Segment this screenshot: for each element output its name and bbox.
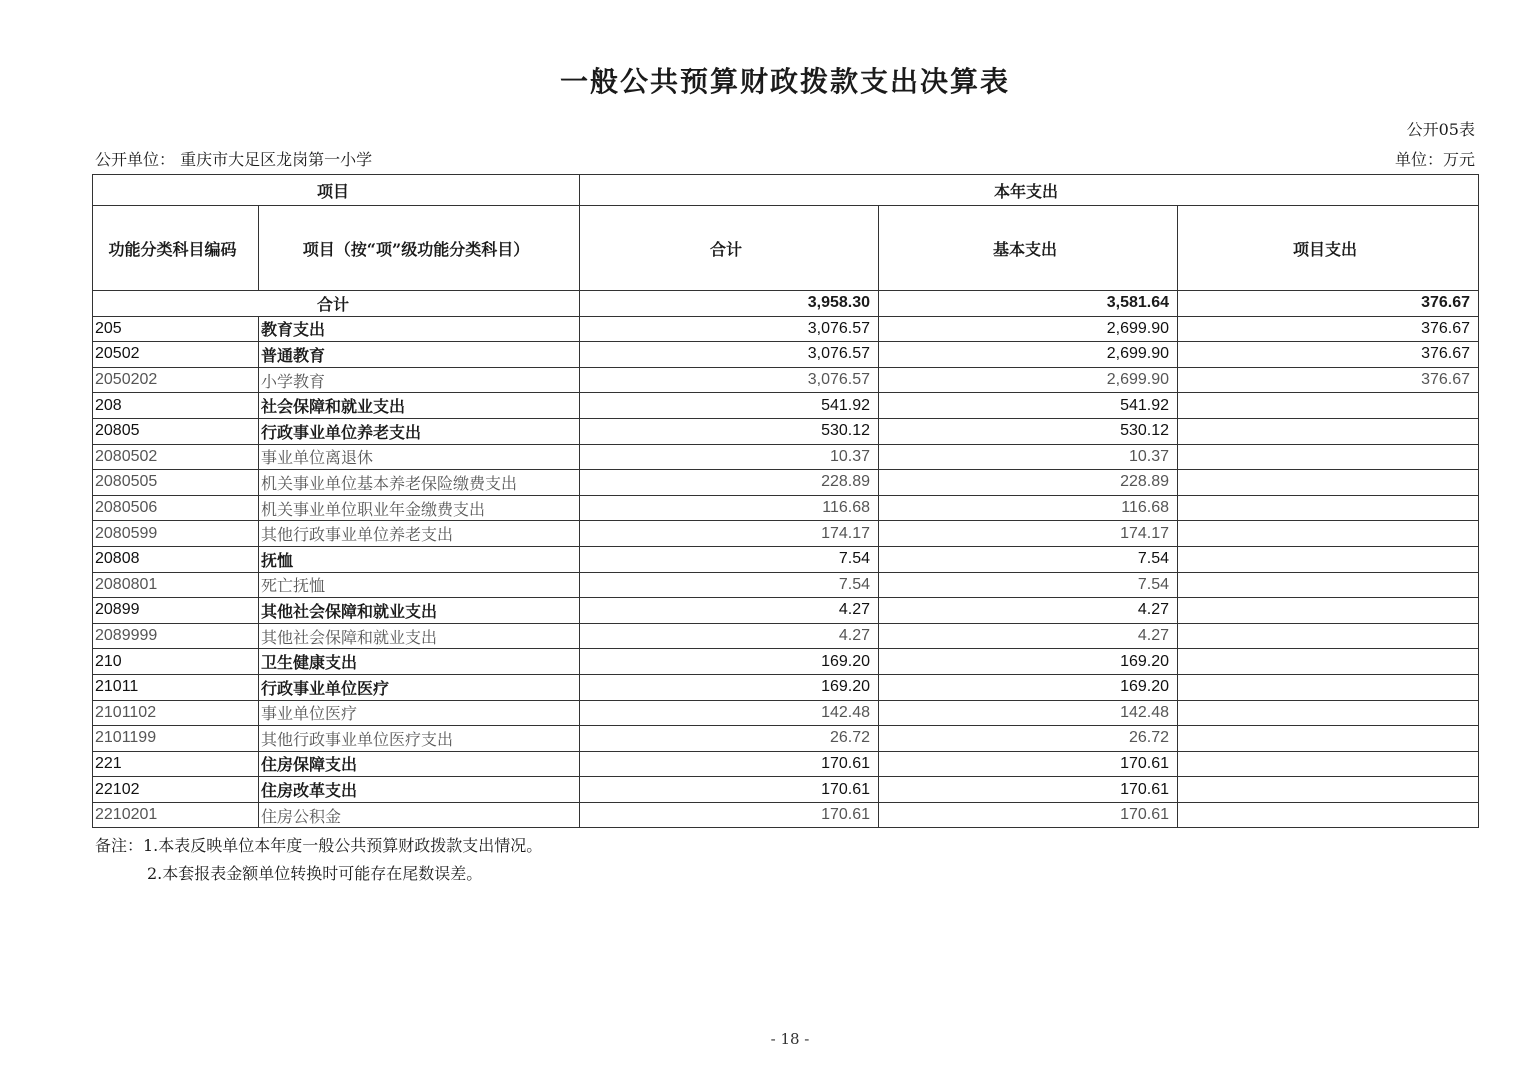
row-project <box>1178 623 1479 649</box>
row-total: 142.48 <box>580 700 879 726</box>
row-code: 2101199 <box>93 726 259 752</box>
row-project <box>1178 700 1479 726</box>
row-project <box>1178 726 1479 752</box>
row-name: 行政事业单位医疗 <box>259 674 580 700</box>
row-project: 376.67 <box>1178 342 1479 368</box>
row-basic: 2,699.90 <box>879 342 1178 368</box>
table-row <box>93 802 1479 828</box>
total-label: 合计 <box>93 291 580 317</box>
row-name: 普通教育 <box>259 342 580 368</box>
header-project-exp: 项目支出 <box>1178 206 1479 291</box>
total-row <box>93 291 1479 317</box>
row-project <box>1178 674 1479 700</box>
row-code: 2080502 <box>93 444 259 470</box>
table-row <box>93 623 1479 649</box>
row-basic: 2,699.90 <box>879 316 1178 342</box>
row-name: 事业单位离退休 <box>259 444 580 470</box>
row-project <box>1178 546 1479 572</box>
row-basic: 169.20 <box>879 674 1178 700</box>
row-name: 小学教育 <box>259 367 580 393</box>
row-total: 4.27 <box>580 623 879 649</box>
row-code: 2080505 <box>93 470 259 496</box>
row-total: 541.92 <box>580 393 879 419</box>
row-code: 2210201 <box>93 802 259 828</box>
row-basic: 26.72 <box>879 726 1178 752</box>
row-basic: 4.27 <box>879 623 1178 649</box>
table-row <box>93 367 1479 393</box>
row-code: 2101102 <box>93 700 259 726</box>
row-total: 174.17 <box>580 521 879 547</box>
row-project <box>1178 418 1479 444</box>
row-total: 169.20 <box>580 674 879 700</box>
total-sum: 3,958.30 <box>580 291 879 317</box>
row-code: 210 <box>93 649 259 675</box>
total-project: 376.67 <box>1178 291 1479 317</box>
row-basic: 7.54 <box>879 546 1178 572</box>
row-name: 教育支出 <box>259 316 580 342</box>
reporting-unit: 公开单位： 重庆市大足区龙岗第一小学 <box>95 150 373 169</box>
row-code: 20502 <box>93 342 259 368</box>
table-row <box>93 700 1479 726</box>
row-basic: 116.68 <box>879 495 1178 521</box>
row-name: 住房改革支出 <box>259 777 580 803</box>
table-row <box>93 674 1479 700</box>
row-basic: 228.89 <box>879 470 1178 496</box>
row-basic: 170.61 <box>879 802 1178 828</box>
table-row <box>93 393 1479 419</box>
row-total: 116.68 <box>580 495 879 521</box>
row-total: 170.61 <box>580 802 879 828</box>
row-basic: 174.17 <box>879 521 1178 547</box>
row-code: 21011 <box>93 674 259 700</box>
row-total: 26.72 <box>580 726 879 752</box>
row-total: 170.61 <box>580 777 879 803</box>
header-code: 功能分类科目编码 <box>93 206 259 291</box>
row-basic: 170.61 <box>879 751 1178 777</box>
row-total: 7.54 <box>580 572 879 598</box>
row-code: 208 <box>93 393 259 419</box>
expenditure-table <box>92 174 1479 828</box>
table-row <box>93 470 1479 496</box>
row-name: 其他行政事业单位养老支出 <box>259 521 580 547</box>
note-2: 2.本套报表金额单位转换时可能存在尾数误差。 <box>147 864 483 883</box>
row-code: 2080506 <box>93 495 259 521</box>
row-name: 住房公积金 <box>259 802 580 828</box>
row-project <box>1178 521 1479 547</box>
row-name: 事业单位医疗 <box>259 700 580 726</box>
row-basic: 4.27 <box>879 598 1178 624</box>
row-name: 机关事业单位基本养老保险缴费支出 <box>259 470 580 496</box>
table-row <box>93 495 1479 521</box>
row-total: 3,076.57 <box>580 342 879 368</box>
table-row <box>93 342 1479 368</box>
row-name: 住房保障支出 <box>259 751 580 777</box>
row-name: 其他社会保障和就业支出 <box>259 623 580 649</box>
header-item: 项目（按“项”级功能分类科目） <box>259 206 580 291</box>
row-total: 228.89 <box>580 470 879 496</box>
row-basic: 2,699.90 <box>879 367 1178 393</box>
row-code: 20808 <box>93 546 259 572</box>
row-basic: 7.54 <box>879 572 1178 598</box>
row-basic: 170.61 <box>879 777 1178 803</box>
header-current-year: 本年支出 <box>580 175 1479 206</box>
row-total: 10.37 <box>580 444 879 470</box>
row-name: 抚恤 <box>259 546 580 572</box>
row-project <box>1178 444 1479 470</box>
row-basic: 169.20 <box>879 649 1178 675</box>
row-basic: 530.12 <box>879 418 1178 444</box>
total-basic: 3,581.64 <box>879 291 1178 317</box>
table-row <box>93 418 1479 444</box>
row-name: 其他行政事业单位医疗支出 <box>259 726 580 752</box>
row-total: 3,076.57 <box>580 367 879 393</box>
row-name: 卫生健康支出 <box>259 649 580 675</box>
row-name: 社会保障和就业支出 <box>259 393 580 419</box>
table-row <box>93 546 1479 572</box>
row-total: 170.61 <box>580 751 879 777</box>
header-project: 项目 <box>93 175 580 206</box>
row-project <box>1178 495 1479 521</box>
notes <box>95 832 542 888</box>
row-total: 530.12 <box>580 418 879 444</box>
row-total: 3,076.57 <box>580 316 879 342</box>
table-row <box>93 572 1479 598</box>
table-row <box>93 316 1479 342</box>
header-basic: 基本支出 <box>879 206 1178 291</box>
row-code: 20805 <box>93 418 259 444</box>
row-name: 死亡抚恤 <box>259 572 580 598</box>
row-project <box>1178 777 1479 803</box>
note-1: 备注：1.本表反映单位本年度一般公共预算财政拨款支出情况。 <box>95 836 543 855</box>
page-number: - 18 - <box>770 1030 810 1048</box>
row-project <box>1178 470 1479 496</box>
page-title: 一般公共预算财政拨款支出决算表 <box>559 65 1010 98</box>
table-row <box>93 726 1479 752</box>
table-row <box>93 649 1479 675</box>
row-basic: 142.48 <box>879 700 1178 726</box>
row-project <box>1178 393 1479 419</box>
header-total: 合计 <box>580 206 879 291</box>
row-project <box>1178 572 1479 598</box>
table-number: 公开05表 <box>1406 120 1475 139</box>
currency-unit: 单位：万元 <box>1394 150 1475 169</box>
row-code: 2080599 <box>93 521 259 547</box>
row-code: 22102 <box>93 777 259 803</box>
row-total: 169.20 <box>580 649 879 675</box>
row-project <box>1178 802 1479 828</box>
row-name: 行政事业单位养老支出 <box>259 418 580 444</box>
row-total: 4.27 <box>580 598 879 624</box>
row-code: 2050202 <box>93 367 259 393</box>
row-code: 205 <box>93 316 259 342</box>
row-basic: 10.37 <box>879 444 1178 470</box>
table-row <box>93 777 1479 803</box>
row-basic: 541.92 <box>879 393 1178 419</box>
row-code: 221 <box>93 751 259 777</box>
table-row <box>93 598 1479 624</box>
row-project: 376.67 <box>1178 367 1479 393</box>
row-code: 20899 <box>93 598 259 624</box>
row-code: 2089999 <box>93 623 259 649</box>
table-row <box>93 521 1479 547</box>
row-name: 其他社会保障和就业支出 <box>259 598 580 624</box>
table-row <box>93 444 1479 470</box>
row-project <box>1178 751 1479 777</box>
row-name: 机关事业单位职业年金缴费支出 <box>259 495 580 521</box>
row-code: 2080801 <box>93 572 259 598</box>
row-total: 7.54 <box>580 546 879 572</box>
row-project <box>1178 598 1479 624</box>
row-project <box>1178 649 1479 675</box>
table-row <box>93 751 1479 777</box>
row-project: 376.67 <box>1178 316 1479 342</box>
